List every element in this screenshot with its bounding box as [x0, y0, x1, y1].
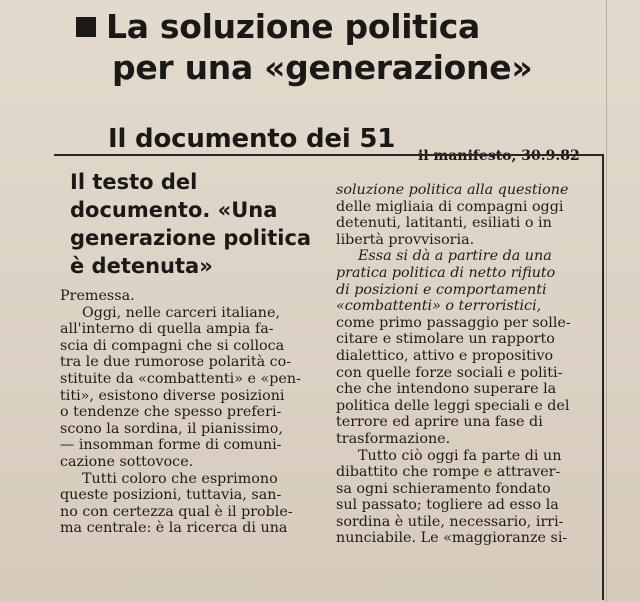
text-line: stituite da «combattenti» e «pen-	[60, 370, 301, 387]
text-line: sul passato; togliere ad esso la	[336, 497, 559, 514]
page-edge	[606, 0, 607, 602]
headline-line-1	[76, 6, 596, 47]
text-line: trasformazione.	[336, 430, 451, 447]
text-line: o tendenze che spesso preferi-	[60, 404, 282, 421]
article-title	[70, 168, 340, 280]
text-line: no con certezza qual è il proble-	[60, 503, 293, 520]
text-line: titi», esistono diverse posizioni	[60, 387, 285, 404]
headline-line-1-text: La soluzione politica	[106, 7, 480, 46]
text-line: detenuti, latitanti, esiliati o in	[336, 215, 552, 232]
text-line: — insomman forme di comuni-	[60, 437, 282, 454]
text-line: Premessa.	[60, 288, 135, 304]
bullet-square-icon	[76, 17, 96, 37]
text-line: politica delle leggi speciali e del	[336, 397, 570, 414]
text-line: soluzione politica alla questione	[336, 182, 569, 198]
text-line: all'interno di quella ampia fa-	[60, 321, 274, 338]
title-line: è detenuta»	[70, 254, 213, 278]
text-line: queste posizioni, tuttavia, san-	[60, 487, 282, 504]
text-line: tra le due rumorose polarità co-	[60, 354, 292, 371]
text-line: ma centrale: è la ricerca di una	[60, 520, 288, 537]
text-line: «combattenti» o terroristici,	[336, 298, 542, 315]
text-line: scono la sordina, il pianissimo,	[60, 420, 283, 437]
text-line: sa ogni schieramento fondato	[336, 480, 551, 497]
text-line: sordina è utile, necessario, irri-	[336, 513, 564, 530]
subheadline: Il documento dei 51	[108, 124, 396, 154]
text-line: scia di compagni che si colloca	[60, 337, 285, 354]
text-line: delle migliaia di compagni oggi	[336, 198, 564, 215]
text-line: di posizioni e comportamenti	[336, 281, 547, 298]
text-line: che che intendono superare la	[336, 381, 557, 398]
text-line: libertà provvisoria.	[336, 231, 475, 248]
text-line: Oggi, nelle carceri italiane,	[82, 304, 281, 321]
article-column-right	[336, 182, 604, 547]
title-line: generazione politica	[70, 226, 312, 250]
text-line: Essa si dà a partire da una	[358, 248, 552, 265]
text-line: cazione sottovoce.	[60, 453, 194, 470]
text-line: dibattito che rompe e attraver-	[336, 464, 561, 481]
text-line: nunciabile. Le «maggioranze si-	[336, 530, 568, 547]
text-line: come primo passaggio per solle-	[336, 314, 571, 331]
text-line: pratica politica di netto rifiuto	[336, 264, 556, 281]
source-credit: il manifesto, 30.9.82	[418, 148, 580, 164]
title-line: documento. «Una	[70, 198, 278, 222]
text-line: citare e stimolare un rapporto	[336, 331, 555, 348]
headline-line-2: per una «generazione»	[112, 48, 533, 87]
text-line: con quelle forze sociali e politi-	[336, 364, 563, 381]
title-line: Il testo del	[70, 170, 198, 194]
article-column-left	[60, 288, 312, 537]
headline	[76, 6, 596, 88]
text-line: dialettico, attivo e propositivo	[336, 347, 554, 364]
text-line: Tutto ciò oggi fa parte di un	[358, 447, 562, 464]
text-line: Tutti coloro che esprimono	[82, 470, 278, 487]
text-line: terrore ed aprire una fase di	[336, 414, 543, 431]
